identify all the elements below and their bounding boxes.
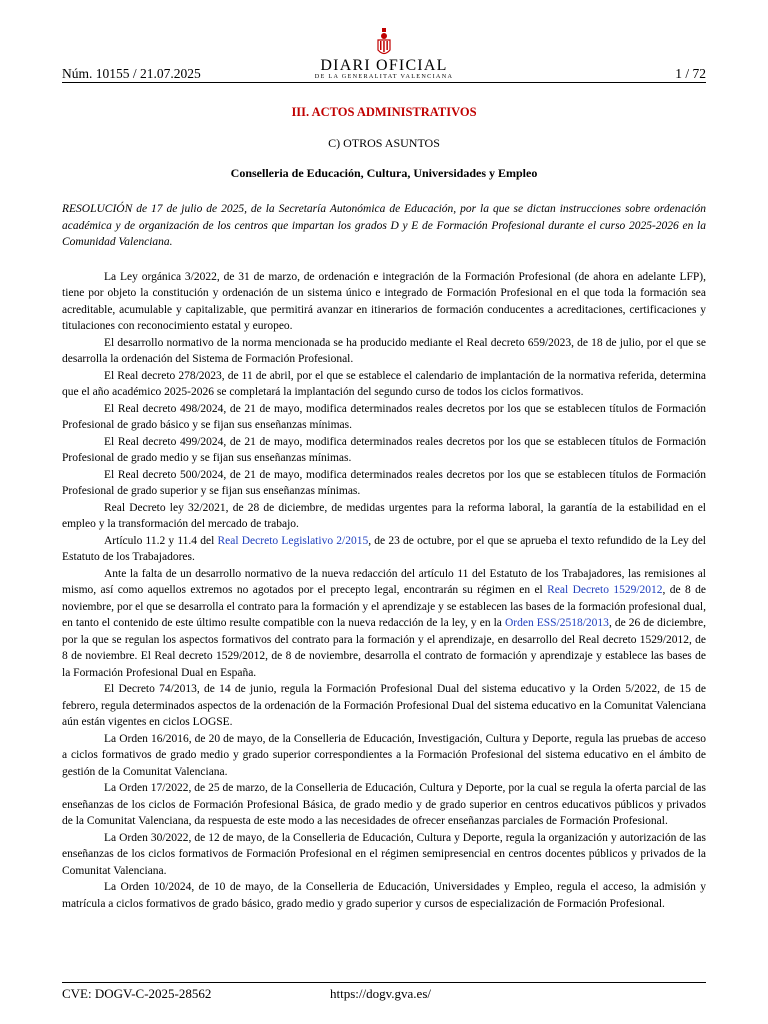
- subsection-title: C) OTROS ASUNTOS: [328, 136, 440, 150]
- section-title: III. ACTOS ADMINISTRATIVOS: [291, 105, 477, 119]
- paragraph: El Real decreto 498/2024, de 21 de mayo, modifica determinados reales decretos por los que se establecen títulos de Formación Profesional de grado básico y se fijan sus enseñanzas mínimas.: [62, 402, 706, 431]
- paragraph-text: , de 23 de octubre, por el que se aprueba el texto refundido de la Ley del Estatuto de los Trabajadores.: [62, 534, 707, 563]
- logo-title: DIARI OFICIAL: [320, 57, 448, 74]
- page-header: [62, 28, 706, 84]
- department-title: Conselleria de Educación, Cultura, Universidades y Empleo: [230, 166, 538, 180]
- link-real-decreto-legislativo-2-2015[interactable]: Real Decreto Legislativo 2/2015: [217, 534, 369, 547]
- cve-code: CVE: DOGV-C-2025-28562: [62, 986, 212, 1001]
- paragraph: La Ley orgánica 3/2022, de 31 de marzo, de ordenación e integración de la Formación Profesional (de ahora en adelante LFP), tiene por objeto la constitución y ordenación de un sistema único e integrado de Formación Profesional en el que toda la formación sea acreditable, acumulable y capitalizable, que permitirá avanzar en itinerarios de formación conducentes a acreditaciones, certificaciones y titulaciones con reconocimiento estatal y europeo.: [62, 270, 706, 332]
- generalitat-emblem-icon: [375, 28, 393, 58]
- paragraph: Real Decreto ley 32/2021, de 28 de diciembre, de medidas urgentes para la reforma laboral, la garantía de la estabilidad en el empleo y la transformación del mercado de trabajo.: [62, 501, 706, 530]
- paragraph: [62, 533, 706, 566]
- logo-subtitle: DE LA GENERALITAT VALENCIANA: [314, 73, 454, 80]
- paragraph: La Orden 16/2016, de 20 de mayo, de la Conselleria de Educación, Investigación, Cultura y Deporte, regula las pruebas de acceso a ciclos formativos de grado medio y grado superior correspondientes a la Formación Profesional del sistema educativo en el ámbito de gestión de la Comunitat Valenciana.: [62, 732, 706, 778]
- paragraph-text: Artículo 11.2 y 11.4 del: [104, 534, 218, 547]
- footer-divider: [62, 982, 706, 983]
- paragraph-text: Ante la falta de un desarrollo normativo de la nueva redacción del artículo 11 del Estatuto de los Trabajadores, las remisiones al mismo, así como aquellos extremos no agotados por el precepto legal, encontrarán su régimen en el: [62, 567, 706, 596]
- page-number: 1 / 72: [675, 66, 706, 81]
- paragraph: [62, 566, 706, 682]
- bulletin-number-date: Núm. 10155 / 21.07.2025: [62, 66, 201, 81]
- paragraph: La Orden 10/2024, de 10 de mayo, de la Conselleria de Educación, Universidades y Empleo, regula el acceso, la admisión y matrícula a ciclos formativos de grado básico, grado medio y grado superior y cursos de especialización de Formación Profesional.: [62, 881, 706, 910]
- document-body: [62, 104, 706, 912]
- resolution-title: RESOLUCIÓN de 17 de julio de 2025, de la Secretaría Autonómica de Educación, por la que se dictan instrucciones sobre ordenación académica y de organización de los centros que impartan los grados D y E de Formación Profesional durante el curso 2025-2026 en la Comunidad Valenciana.: [62, 203, 706, 248]
- paragraph: La Orden 17/2022, de 25 de marzo, de la Conselleria de Educación, Cultura y Deporte, por la cual se regula la oferta parcial de las enseñanzas de los ciclos de Formación Profesional Básica, de grado medio y de grado superior en centros educativos públicos y privados de la Comunitat Valenciana, da respuesta de este modo a las necesidades de ofrecer enseñanzas parciales de Formación Profesional.: [62, 782, 706, 827]
- paragraph-text: , de 8 de noviembre, por el que se desarrolla el contrato para la formación y el aprendizaje y se establecen las bases de la formación profesional dual, en tanto el contenido de este último resulte compatible con la nueva redacción de la ley, y en la: [62, 584, 707, 629]
- dogv-logo: [294, 28, 474, 84]
- paragraph: El Decreto 74/2013, de 14 de junio, regula la Formación Profesional Dual del sistema educativo y la Orden 5/2022, de 15 de febrero, regula determinados aspectos de la ordenación de la Formación Profesional Dual del sistema educativo en la Comunitat Valenciana aún están vigentes en ciclos LOGSE.: [62, 683, 706, 728]
- paragraph: El Real decreto 500/2024, de 21 de mayo, modifica determinados reales decretos por los que se establecen títulos de Formación Profesional de grado superior y se fijan sus enseñanzas mínimas.: [62, 468, 706, 497]
- paragraph: La Orden 30/2022, de 12 de mayo, de la Conselleria de Educación, Cultura y Deporte, regula la organización y autorización de las enseñanzas de los ciclos formativos de Formación Profesional en el régimen semipresencial en centros docentes públicos y privados de la Comunitat Valenciana.: [62, 831, 706, 877]
- paragraph-text: , de 26 de diciembre, por la que se regulan los aspectos formativos del contrato para la formación y el aprendizaje, en desarrollo del Real decreto 1529/2012, de 8 de noviembre. El Real decreto 1529/2012, de 8 de noviembre, desarrolla el contrato de formación y aprendizaje y establece las bases de la Formación Profesional Dual en España.: [62, 617, 707, 679]
- paragraph: El desarrollo normativo de la norma mencionada se ha producido mediante el Real decreto 659/2023, de 18 de julio, por el que se desarrolla la ordenación del Sistema de Formación Profesional.: [62, 336, 706, 365]
- paragraph: El Real decreto 499/2024, de 21 de mayo, modifica determinados reales decretos por los que se establecen títulos de Formación Profesional de grado medio y se fijan sus enseñanzas mínimas.: [62, 435, 706, 464]
- paragraph: El Real decreto 278/2023, de 11 de abril, por el que se establece el calendario de implantación de la normativa referida, determina que el año académico 2025-2026 se completará la implantación del segundo curso de todos los ciclos formativos.: [62, 369, 706, 398]
- link-real-decreto-1529-2012[interactable]: Real Decreto 1529/2012: [547, 584, 663, 596]
- link-orden-ess-2518-2013[interactable]: Orden ESS/2518/2013: [504, 617, 609, 629]
- body-paragraphs: [62, 269, 706, 913]
- header-divider: [62, 82, 706, 83]
- footer-url-link[interactable]: https://dogv.gva.es/: [330, 986, 431, 1001]
